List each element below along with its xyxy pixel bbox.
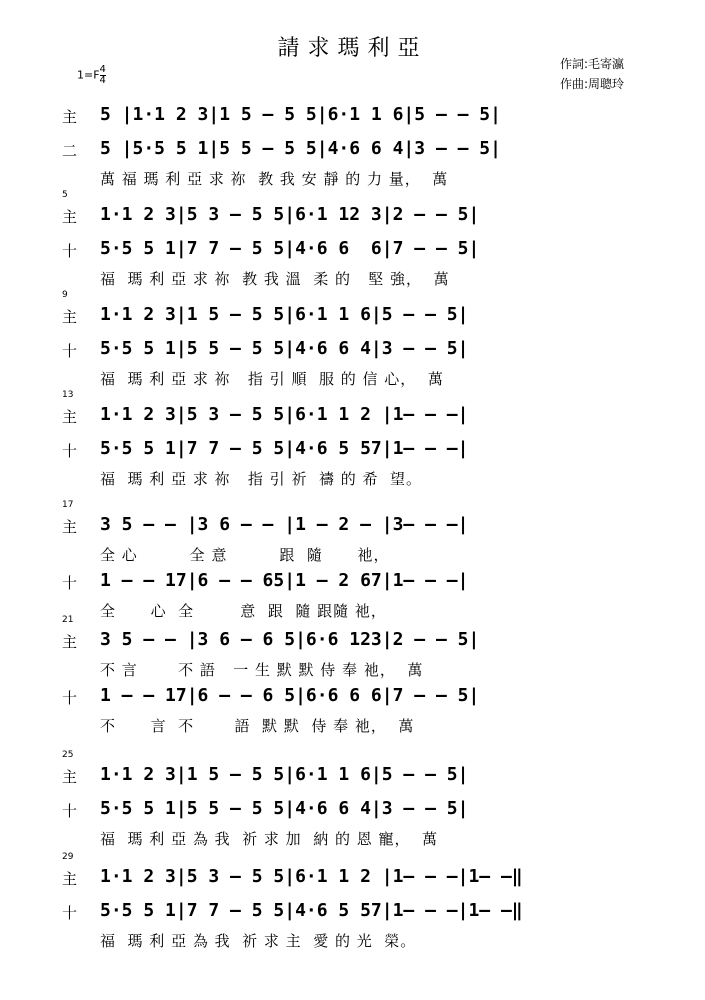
voice-label: 十	[62, 342, 78, 360]
lyric-line: 不 言 不 語 一 生 默 默 侍 奉 祂， 萬	[100, 661, 424, 679]
key-signature	[77, 65, 106, 86]
score-system	[60, 615, 670, 737]
measure-number: 17	[62, 500, 74, 510]
voice-label: 主	[62, 308, 78, 326]
voice-label: 主	[62, 768, 78, 786]
voice-label: 十	[62, 574, 78, 592]
voice-label: 二	[62, 142, 78, 160]
score-system	[60, 390, 670, 490]
measure-number: 13	[62, 390, 74, 400]
voice-label: 主	[62, 108, 78, 126]
staff-row	[60, 896, 670, 930]
staff-row	[60, 434, 670, 468]
notation: 1·1 2 3|5 3 – 5 5|6·1 1 2 |1– – –|1– –‖	[100, 866, 523, 887]
score-system	[60, 290, 670, 390]
notation: 5 |5·5 5 1|5 5 – 5 5|4·6 6 4|3 – – 5|	[100, 138, 501, 159]
lyric-line: 福 瑪 利 亞 為 我 祈 求 主 愛 的 光 榮。	[100, 932, 417, 950]
staff-row	[60, 200, 670, 234]
staff-row	[60, 300, 670, 334]
time-top: 4	[99, 64, 106, 75]
time-signature	[100, 65, 106, 86]
lyric-line: 全 心 全 意 跟 隨 祂，	[100, 546, 390, 564]
staff-row	[60, 862, 670, 896]
staff-row	[60, 566, 670, 600]
notation: 1 – – 17|6 – – 6 5|6·6 6 6|7 – – 5|	[100, 685, 480, 706]
score-system	[60, 500, 670, 622]
staff-row	[60, 681, 670, 715]
voice-label: 主	[62, 518, 78, 536]
voice-label: 主	[62, 208, 78, 226]
measure-number: 9	[62, 290, 68, 300]
staff-row	[60, 334, 670, 368]
lyric-line: 福 瑪 利 亞 求 祢 指 引 順 服 的 信 心， 萬	[100, 370, 444, 388]
lyric-line: 萬 福 瑪 利 亞 求 祢 教 我 安 靜 的 力 量， 萬	[100, 170, 449, 188]
page-title: 請求瑪利亞	[277, 36, 428, 61]
voice-label: 十	[62, 802, 78, 820]
notation: 1·1 2 3|1 5 – 5 5|6·1 1 6|5 – – 5|	[100, 304, 469, 325]
measure-number: 25	[62, 750, 74, 760]
voice-label: 十	[62, 689, 78, 707]
notation: 1·1 2 3|5 3 – 5 5|6·1 12 3|2 – – 5|	[100, 204, 480, 225]
staff-row	[60, 134, 670, 168]
notation: 5·5 5 1|5 5 – 5 5|4·6 6 4|3 – – 5|	[100, 798, 469, 819]
measure-number: 5	[62, 190, 68, 200]
notation: 1·1 2 3|5 3 – 5 5|6·1 1 2 |1– – –|	[100, 404, 469, 425]
notation: 3 5 – – |3 6 – 6 5|6·6 123|2 – – 5|	[100, 629, 480, 650]
notation: 1 – – 17|6 – – 65|1 – 2 67|1– – –|	[100, 570, 469, 591]
key-label: 1=F	[77, 68, 100, 82]
measure-number: 21	[62, 615, 74, 625]
lyric-line: 福 瑪 利 亞 求 祢 指 引 祈 禱 的 希 望。	[100, 470, 423, 488]
voice-label: 十	[62, 442, 78, 460]
score-system	[60, 852, 670, 952]
staff-row	[60, 234, 670, 268]
lyric-line: 不 言 不 語 默 默 侍 奉 祂， 萬	[100, 717, 415, 735]
lyric-line: 福 瑪 利 亞 為 我 祈 求 加 納 的 恩 寵， 萬	[100, 830, 439, 848]
lyricist-credit: 作詞:毛寄瀛	[560, 57, 625, 71]
score-system	[60, 100, 670, 190]
voice-label: 主	[62, 408, 78, 426]
notation: 5·5 5 1|7 7 – 5 5|4·6 5 57|1– – –|1– –‖	[100, 900, 523, 921]
composer-credit: 作曲:周聰玲	[560, 77, 625, 91]
staff-row	[60, 510, 670, 544]
staff-row	[60, 100, 670, 134]
voice-label: 主	[62, 870, 78, 888]
time-bottom: 4	[99, 75, 106, 86]
score-system	[60, 750, 670, 850]
lyric-line: 福 瑪 利 亞 求 祢 教 我 溫 柔 的 堅 強， 萬	[100, 270, 450, 288]
staff-row	[60, 625, 670, 659]
voice-label: 十	[62, 904, 78, 922]
measure-number: 29	[62, 852, 74, 862]
lyric-line: 全 心 全 意 跟 隨 跟隨 祂，	[100, 602, 387, 620]
voice-label: 主	[62, 633, 78, 651]
notation: 1·1 2 3|1 5 – 5 5|6·1 1 6|5 – – 5|	[100, 764, 469, 785]
staff-row	[60, 400, 670, 434]
notation: 5·5 5 1|5 5 – 5 5|4·6 6 4|3 – – 5|	[100, 338, 469, 359]
voice-label: 十	[62, 242, 78, 260]
notation: 5·5 5 1|7 7 – 5 5|4·6 6 6|7 – – 5|	[100, 238, 480, 259]
staff-row	[60, 760, 670, 794]
notation: 3 5 – – |3 6 – – |1 – 2 – |3– – –|	[100, 514, 469, 535]
notation: 5·5 5 1|7 7 – 5 5|4·6 5 57|1– – –|	[100, 438, 469, 459]
notation: 5 |1·1 2 3|1 5 – 5 5|6·1 1 6|5 – – 5|	[100, 104, 501, 125]
staff-row	[60, 794, 670, 828]
score-system	[60, 190, 670, 290]
